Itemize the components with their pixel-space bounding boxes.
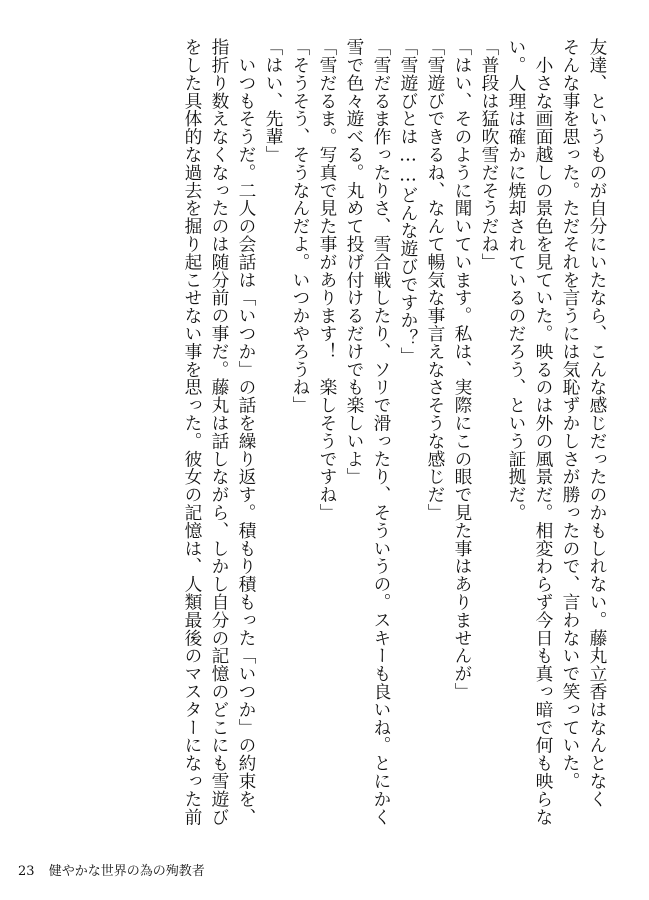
book-title: 健やかな世界の為の殉教者 (48, 864, 205, 879)
text-line: い。人理は確かに焼却されているのだろう、という証拠だ。 (506, 38, 526, 522)
text-line: いつもそうだ。二人の会話は「いつか」の話を繰り返す。積もり積もった「いつか」の約束を、 (236, 38, 256, 826)
text-line: 指折り数えなくなったのは随分前の事だ。藤丸は話しながら、しかし自分の記憶のどこにも雪遊び (209, 38, 229, 826)
text-line: 「雪遊びとは……どんな遊びですか？」 (398, 38, 418, 365)
text-line: 「普段は猛吹雪だそうだね」 (479, 38, 499, 271)
text-line: 「そうそう、そうなんだよ。いつかやろうね」 (290, 38, 310, 414)
text-line: 「雪遊びできるね、なんて暢気な事言えなさそうな感じだ」 (425, 38, 445, 522)
text-line: をした具体的な過去を掘り起こせない事を思った。彼女の記憶は、人類最後のマスターになった前 (182, 38, 202, 826)
text-line: 小さな画面越しの景色を見ていた。映るのは外の風景だ。相変わらず今日も真っ暗で何も映らな (533, 38, 553, 826)
vertical-text-block (40, 38, 610, 848)
page-number: 23 (18, 864, 35, 879)
text-line: 「雪だるま作ったりさ、雪合戦したり、ソリで滑ったり、そういうの。スキーも良いね。とにかく (371, 38, 391, 826)
text-line: 「はい、そのように聞いています。私は、実際にこの眼で見た事はありませんが」 (452, 38, 472, 701)
text-line: 友達、というものが自分にいたなら、こんな感じだったのかもしれない。藤丸立香はなんとなく (587, 38, 607, 808)
text-line: 「雪だるま。写真で見た事があります！ 楽しそうですね」 (317, 38, 337, 522)
text-line: そんな事を思った。ただそれを言うには気恥ずかしさが勝ったので、言わないで笑っていた。 (560, 38, 580, 790)
page-footer (18, 864, 205, 880)
text-line: 「はい、先輩」 (263, 38, 283, 164)
text-line: 雪で色々遊べる。丸めて投げ付けるだけでも楽しいよ」 (344, 38, 364, 486)
